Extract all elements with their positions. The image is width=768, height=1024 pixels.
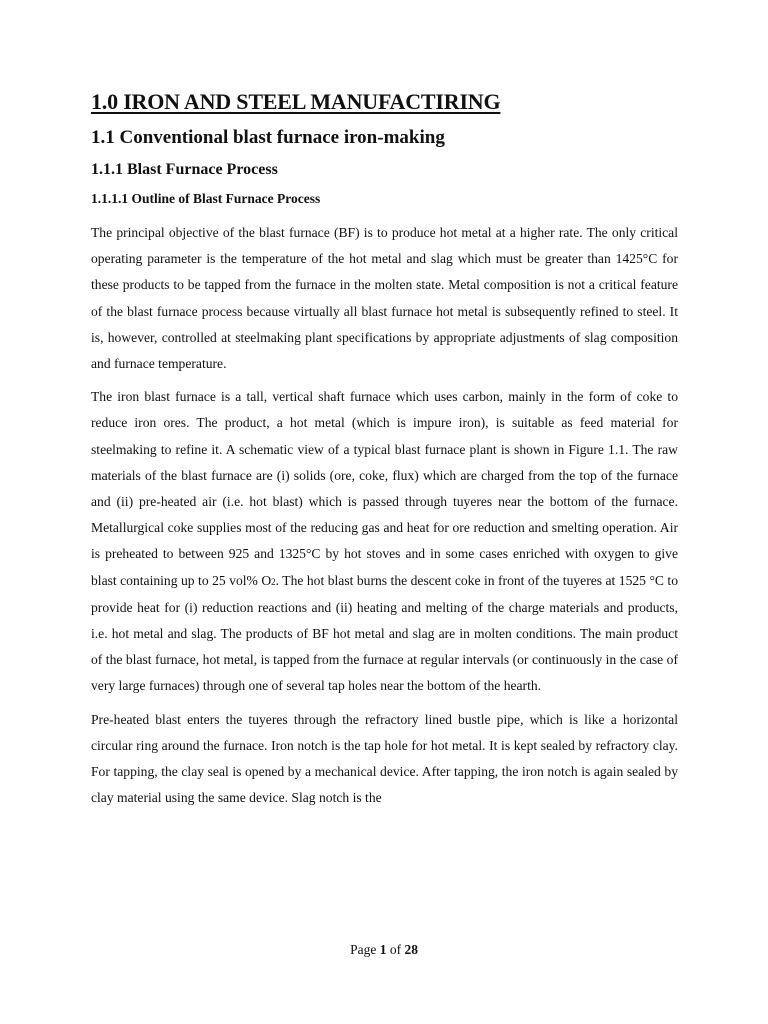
section-heading: 1.1 Conventional blast furnace iron-making (91, 127, 445, 148)
paragraph-2-part-b: . The hot blast burns the descent coke in front of the tuyeres at 1525 °C to provide heat for (i) reduction reactions and (ii) heating and melting of the charge materials and products, i.e. hot metal and slag. The products of BF hot metal and slag are in molten conditions. The main product of the blast furnace, hot metal, is tapped from the furnace at regular intervals (or continuously in the case of very large furnaces) through one of several tap holes near the bottom of the hearth. (91, 572, 678, 694)
page-of: of (386, 942, 405, 957)
page-total: 28 (404, 942, 418, 957)
document-page (91, 88, 678, 818)
paragraph-2 (91, 384, 678, 699)
page-current: 1 (379, 942, 387, 957)
page-footer (0, 942, 768, 958)
page-prefix: Page (350, 942, 380, 957)
document-title: 1.0 IRON AND STEEL MANUFACTIRING (91, 89, 501, 114)
subsubsection-heading: 1.1.1.1 Outline of Blast Furnace Process (91, 191, 321, 206)
subsection-heading: 1.1.1 Blast Furnace Process (91, 161, 278, 178)
paragraph-2-part-a: The iron blast furnace is a tall, vertical shaft furnace which uses carbon, mainly in the form of coke to reduce iron ores. The product, a hot metal (which is impure iron), is suitable as feed material for steelmaking to refine it. A schematic view of a typical blast furnace plant is shown in Figure 1.1. The raw materials of the blast furnace are (i) solids (ore, coke, flux) which are charged from the top of the furnace and (ii) pre-heated air (i.e. hot blast) which is passed through tuyeres near the bottom of the furnace. Metallurgical coke supplies most of the reducing gas and heat for ore reduction and smelting operation. Air is preheated to between 925 and 1325°C by hot stoves and in some cases enriched with oxygen to give blast containing up to 25 vol% O (91, 389, 678, 588)
oxygen-subscript: 2 (271, 576, 276, 587)
paragraph-3: Pre-heated blast enters the tuyeres through the refractory lined bustle pipe, which is like a horizontal circular ring around the furnace. Iron notch is the tap hole for hot metal. It is kept sealed by refractory clay. For tapping, the clay seal is opened by a mechanical device. After tapping, the iron notch is again sealed by clay material using the same device. Slag notch is the (91, 711, 678, 806)
paragraph-1: The principal objective of the blast furnace (BF) is to produce hot metal at a higher rate. The only critical operating parameter is the temperature of the hot metal and slag which must be greater than 1425°C for these products to be tapped from the furnace in the molten state. Metal composition is not a critical feature of the blast furnace process because virtually all blast furnace hot metal is subsequently refined to steel. It is, however, controlled at steelmaking plant specifications by appropriate adjustments of slag composition and furnace temperature. (91, 225, 678, 372)
